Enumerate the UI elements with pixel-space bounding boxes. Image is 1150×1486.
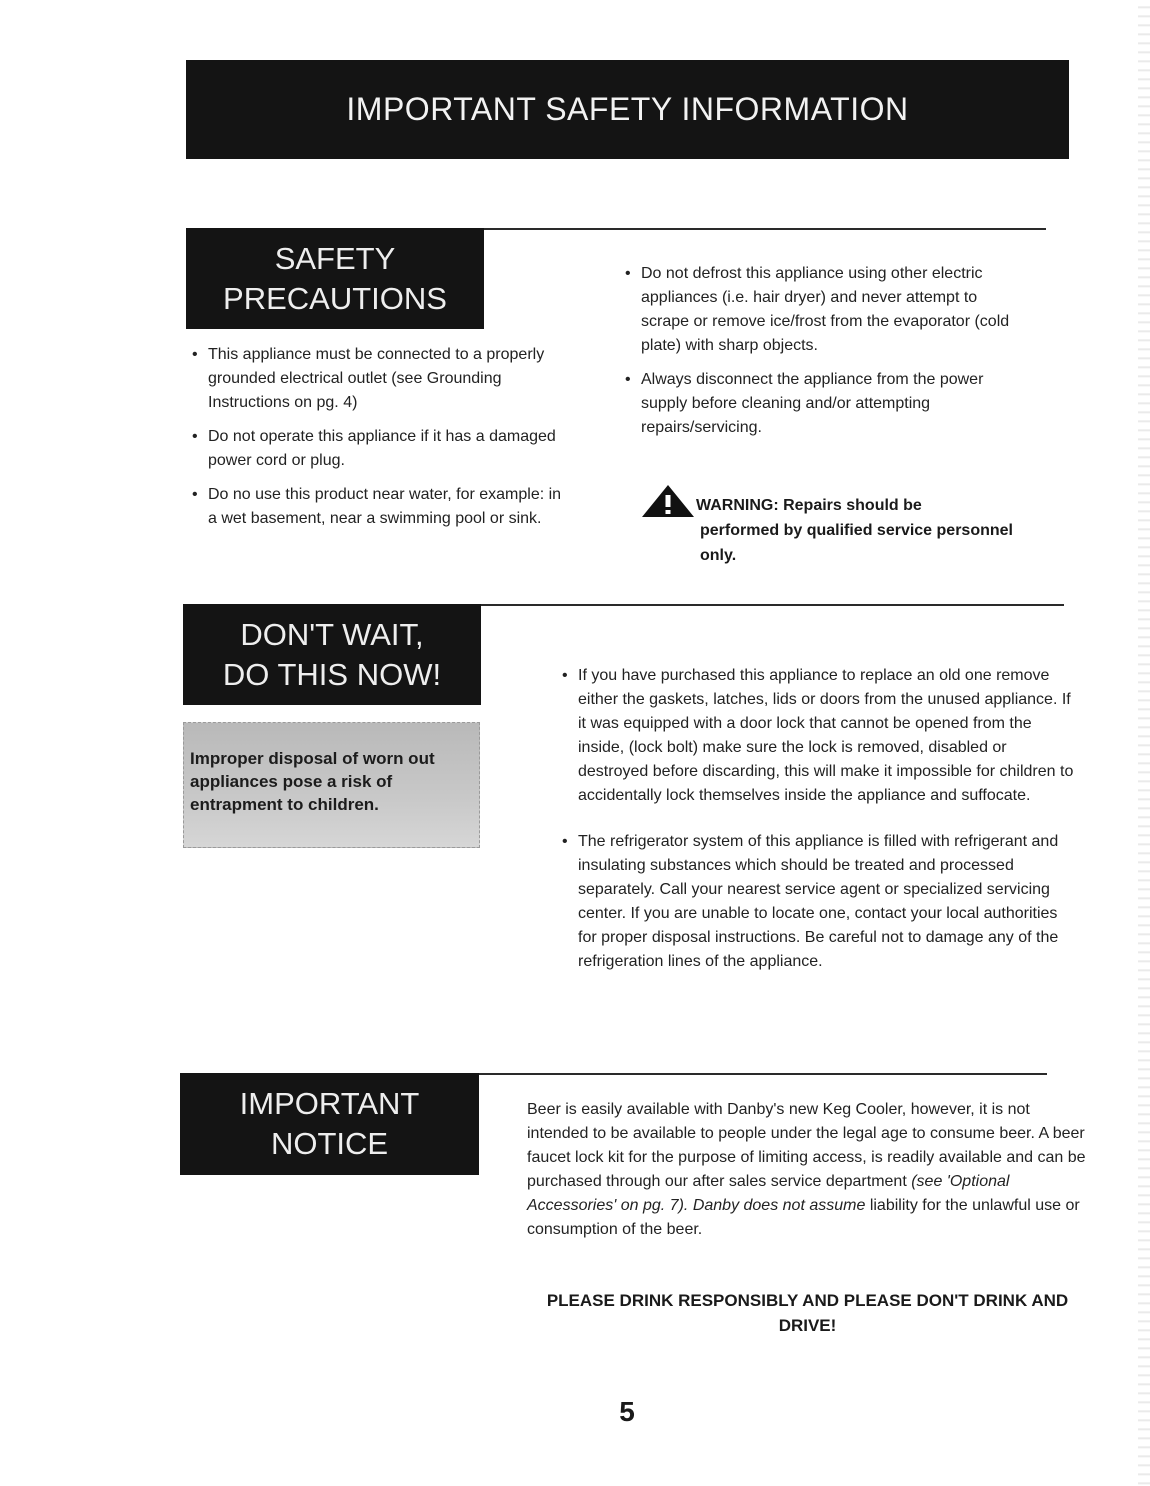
safety-left-list	[192, 343, 564, 541]
disposal-callout	[183, 722, 480, 848]
notice-paragraph	[527, 1098, 1087, 1242]
closing-message: PLEASE DRINK RESPONSIBLY AND PLEASE DON'T DRINK AND DRIVE!	[546, 1291, 1069, 1335]
notice-ref: (see 'Optional Accessories' on pg. 7).	[527, 1173, 1010, 1214]
list-item: • Do not defrost this appliance using other electric appliances (i.e. hair dryer) and never attempt to scrape or remove ice/frost from the evaporator (cold plate) with sharp objects.	[625, 262, 1025, 358]
disposal-list	[562, 664, 1077, 984]
warning-first-line: WARNING: Repairs should be	[696, 497, 922, 514]
list-item: • This appliance must be connected to a properly grounded electrical outlet (see Grounding Instructions on pg. 4)	[192, 343, 564, 415]
scan-edge	[1138, 0, 1150, 1486]
heading-line: SAFETY	[274, 240, 396, 276]
page-number: 5	[619, 1396, 635, 1427]
list-item: • Always disconnect the appliance from the power supply before cleaning and/or attempting repairs/servicing.	[625, 368, 1025, 440]
heading-line: DO THIS NOW!	[222, 656, 442, 692]
heading-line: NOTICE	[270, 1126, 389, 1161]
safety-precautions-heading	[186, 228, 484, 329]
banner-title: IMPORTANT SAFETY INFORMATION	[346, 91, 909, 127]
notice-text: Beer is easily available with Danby's new Keg Cooler, however, it is not intended to be available to people under the legal age to consume beer. A beer faucet lock kit for the purpose of limiting access, is readily available and can be purchased through our after sales service department	[527, 1101, 1086, 1190]
warning-rest: performed by qualified service personnel only.	[700, 522, 1013, 564]
safety-right-list	[625, 262, 1025, 450]
callout-text: Improper disposal of worn out appliances pose a risk of entrapment to children.	[190, 749, 435, 814]
list-item: • If you have purchased this appliance to replace an old one remove either the gaskets, latches, lids or doors from the unused appliance. If it was equipped with a door lock that cannot be opened from the inside, (lock bolt) make sure the lock is removed, disabled or destroyed before discarding, this will make it impossible for children to accidentally lock themselves inside the appliance and suffocate.	[562, 664, 1077, 808]
notice-italic: Danby does not assume	[692, 1197, 866, 1214]
heading-line: DON'T WAIT,	[240, 616, 424, 652]
heading-line: IMPORTANT	[239, 1086, 420, 1121]
important-notice-heading	[180, 1073, 479, 1175]
notice-tail: liability for the unlawful use or consumption of the beer.	[527, 1197, 1080, 1238]
list-item: • The refrigerator system of this appliance is filled with refrigerant and insulating substances which should be treated and processed separately. Call your nearest service agent or specialized servicing center. If you are unable to locate one, contact your local authorities for proper disposal instructions. Be careful not to damage any of the refrigeration lines of the appliance.	[562, 830, 1077, 974]
dont-wait-heading	[183, 604, 481, 705]
section-rule-dontwait	[481, 604, 1064, 606]
heading-line: PRECAUTIONS	[223, 280, 447, 316]
list-item: • Do not operate this appliance if it has a damaged power cord or plug.	[192, 425, 564, 473]
section-rule-notice	[479, 1073, 1047, 1075]
list-item: • Do no use this product near water, for example: in a wet basement, near a swimming pool or sink.	[192, 483, 564, 531]
warning-note	[640, 484, 1020, 568]
warning-triangle-icon	[640, 484, 696, 518]
section-rule-safety	[484, 228, 1046, 230]
page-banner	[186, 60, 1069, 159]
